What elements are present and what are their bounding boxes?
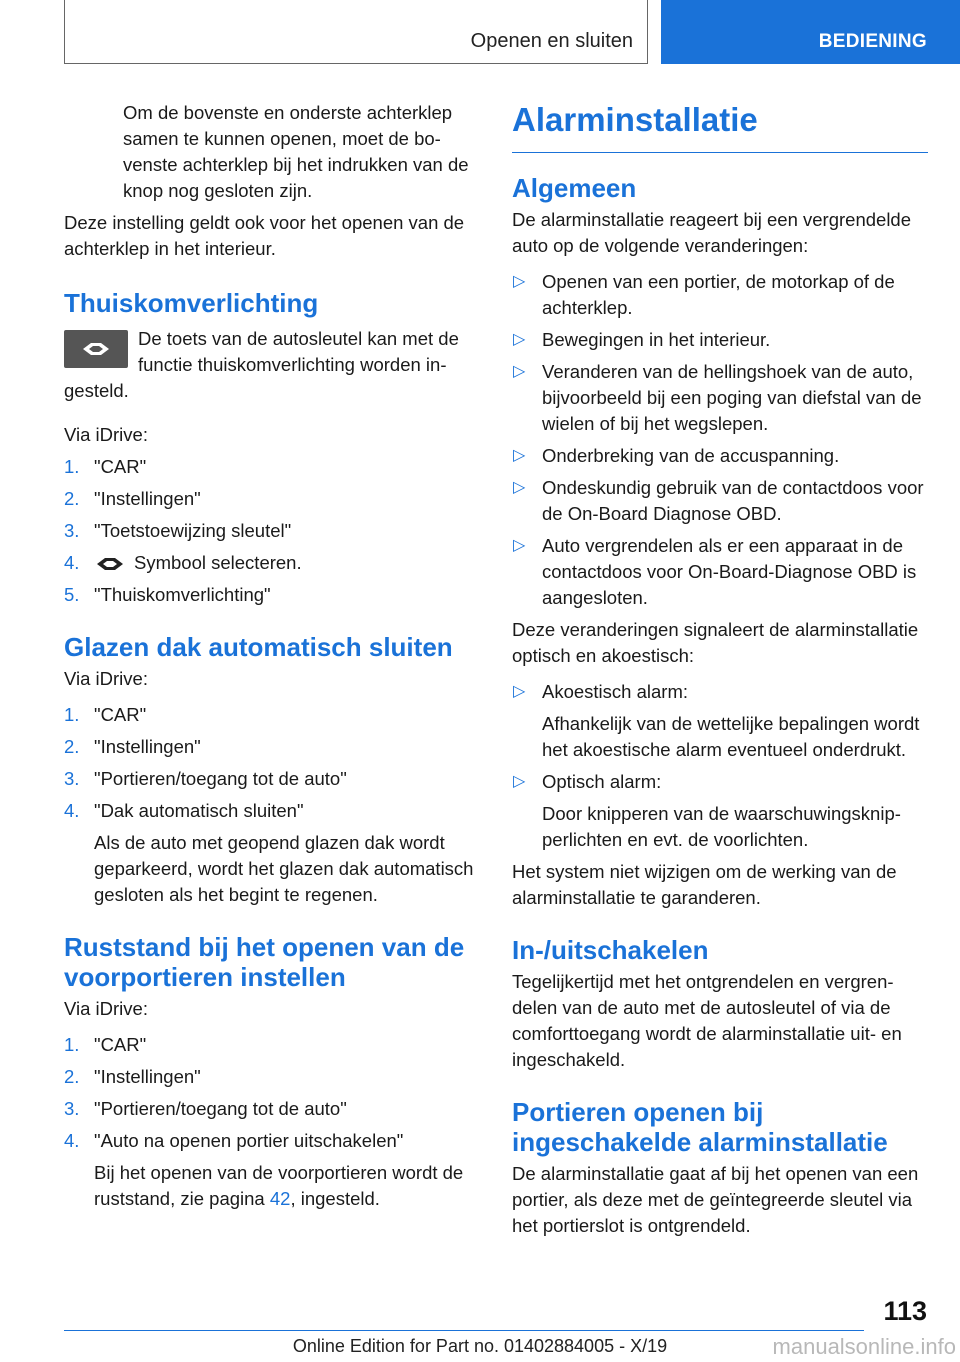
step-number: 4. [64,1130,80,1151]
bullet-text: Auto vergrendelen als er een apparaat in de contactdoos voor On-Board-Diagnose OBD is aangesloten. [542,535,917,608]
step-number: 3. [64,1098,80,1119]
footer-edition: Online Edition for Part no. 01402884005 - X/19 [292,1336,668,1356]
inuit-para: Tegelijkertijd met het ontgrendelen en vergrendelen van de auto met de autosleutel of via de comforttoegang wordt de alarminstallatie uit- en ingeschakeld. [512,971,902,1070]
list-item [512,269,928,321]
step-text: "CAR" [94,704,147,725]
step-text: Symbool selecteren. [134,552,302,573]
changes-list [512,269,928,611]
header-title-box [64,0,648,64]
step-text: "Portieren/toegang tot de auto" [94,768,347,789]
header-section-tab [661,0,960,64]
step-text: "Instellingen" [94,736,201,757]
portieren-para: De alarminstallatie gaat af bij het openen van een portier, als deze met de geïntegreerde sleutel via het portierslot is ontgrendeld. [512,1163,919,1236]
list-item [64,1064,480,1090]
intro-indented-text: Om de bovenste en onderste achterklep samen te kunnen openen, moet de bovenste achterklep bij het indrukken van de knop nog gesloten zijn. [123,102,469,201]
list-item [512,359,928,437]
steps-glazen-dak [64,702,480,908]
list-item [64,1128,480,1212]
step-text: "Portieren/toegang tot de auto" [94,1098,347,1119]
chapter-title: Openen en sluiten [470,30,633,52]
list-item [64,734,480,760]
heading-thuiskomverlichting: Thuiskomverlichting [64,288,319,318]
list-item [512,679,928,763]
bullet-text: Akoestisch alarm: [542,681,688,702]
via-idrive-3: Via iDrive: [64,998,148,1019]
list-item [512,327,928,353]
list-item [64,518,480,544]
step-text: "Instellingen" [94,1066,201,1087]
section-label: BEDIENING [818,31,927,52]
list-item [64,582,480,608]
thuiskom-block [64,326,480,410]
right-column [512,100,928,1245]
step-text: "Auto na openen portier uitschakelen" [94,1130,404,1151]
list-item [64,766,480,792]
list-item [64,1096,480,1122]
intro-paragraph: Deze instelling geldt ook voor het openen van de achterklep in het interieur. [64,212,465,259]
step-number: 1. [64,456,80,477]
bullet-triangle-icon: ▷ [513,479,526,496]
step-note: Als de auto met geopend glazen dak wordt geparkeerd, wordt het glazen dak automatisch gesloten als het begint te regenen. [94,832,474,905]
heading-portieren-openen: Portieren openen bij ingeschakelde alarminstallatie [512,1097,888,1157]
step-number: 4. [64,800,80,821]
list-item [64,702,480,728]
via-idrive-1: Via iDrive: [64,424,148,445]
list-item [64,454,480,480]
list-item [64,550,480,576]
list-item [64,1032,480,1058]
list-item [512,769,928,853]
bullet-triangle-icon: ▷ [513,447,526,464]
bullet-triangle-icon: ▷ [513,363,526,380]
via-idrive-2: Via iDrive: [64,668,148,689]
home-light-icon [81,340,111,358]
step-number: 2. [64,736,80,757]
step-text: "Thuiskomverlichting" [94,584,271,605]
bullet-detail: Door knipperen van de waarschuwingsknipperlichten en evt. de voorlichten. [542,803,901,850]
bullet-triangle-icon: ▷ [513,331,526,348]
algemeen-para1: De alarminstallatie reageert bij een vergrendelde auto op de volgende veranderingen: [512,209,912,256]
step-note [94,1160,480,1212]
step-text: "Toetstoewijzing sleutel" [94,520,292,541]
heading-algemeen: Algemeen [512,173,637,203]
heading-ruststand: Ruststand bij het openen van de voorportieren instellen [64,932,465,992]
step-text: "Instellingen" [94,488,201,509]
list-item [512,533,928,611]
steps-ruststand [64,1032,480,1212]
step-text: "Dak automatisch sluiten" [94,800,304,821]
step-number: 1. [64,1034,80,1055]
bullet-text: Openen van een portier, de motorkap of de achterklep. [542,271,895,318]
bullet-text: Veranderen van de hellingshoek van de auto, bijvoorbeeld bij een poging van diefstal van de wielen of bij het wegslepen. [542,361,922,434]
page-number: 113 [883,1296,927,1326]
bullet-triangle-icon: ▷ [513,773,526,790]
page-title: Alarminstallatie [512,100,928,153]
list-item [512,475,928,527]
bullet-text: Ondeskundig gebruik van de contactdoos voor de On-Board Diagnose OBD. [542,477,924,524]
left-column [64,100,480,1218]
step-text: "CAR" [94,456,147,477]
step-number: 2. [64,1066,80,1087]
note-text: Bij het openen van de voorportieren wordt de ruststand, zie pagina [94,1162,464,1209]
step-number: 3. [64,768,80,789]
step-number: 3. [64,520,80,541]
step-number: 2. [64,488,80,509]
bullet-text: Bewegingen in het interieur. [542,329,771,350]
step-number: 5. [64,584,80,605]
bullet-triangle-icon: ▷ [513,683,526,700]
bullet-triangle-icon: ▷ [513,537,526,554]
step-number: 4. [64,552,80,573]
bullet-text: Onderbreking van de accuspanning. [542,445,840,466]
page-link[interactable]: 42 [269,1188,291,1209]
step-text: "CAR" [94,1034,147,1055]
watermark: manualsonline.info [772,1334,956,1359]
footer-divider [64,1330,864,1331]
signal-list [512,679,928,853]
algemeen-para3: Het system niet wijzigen om de werking van de alarminstallatie te garanderen. [512,861,897,908]
list-item [64,486,480,512]
list-item [64,798,480,908]
algemeen-para2: Deze veranderingen signaleert de alarminstallatie optisch en akoestisch: [512,619,919,666]
steps-thuiskom [64,454,480,608]
bullet-triangle-icon: ▷ [513,273,526,290]
heading-in-uitschakelen: In-/uitschakelen [512,935,709,965]
list-item [512,443,928,469]
home-light-icon [94,555,126,573]
step-number: 1. [64,704,80,725]
bullet-detail: Afhankelijk van de wettelijke bepalingen wordt het akoestische alarm eventueel onderdrukt. [542,713,920,760]
note-text-end: , ingesteld. [290,1188,380,1209]
bullet-text: Optisch alarm: [542,771,662,792]
thuiskom-text: De toets van de autosleutel kan met de functie thuiskomverlichting worden ingesteld. [64,328,459,401]
heading-glazen-dak: Glazen dak automatisch sluiten [64,632,453,662]
key-button-image [64,330,128,368]
